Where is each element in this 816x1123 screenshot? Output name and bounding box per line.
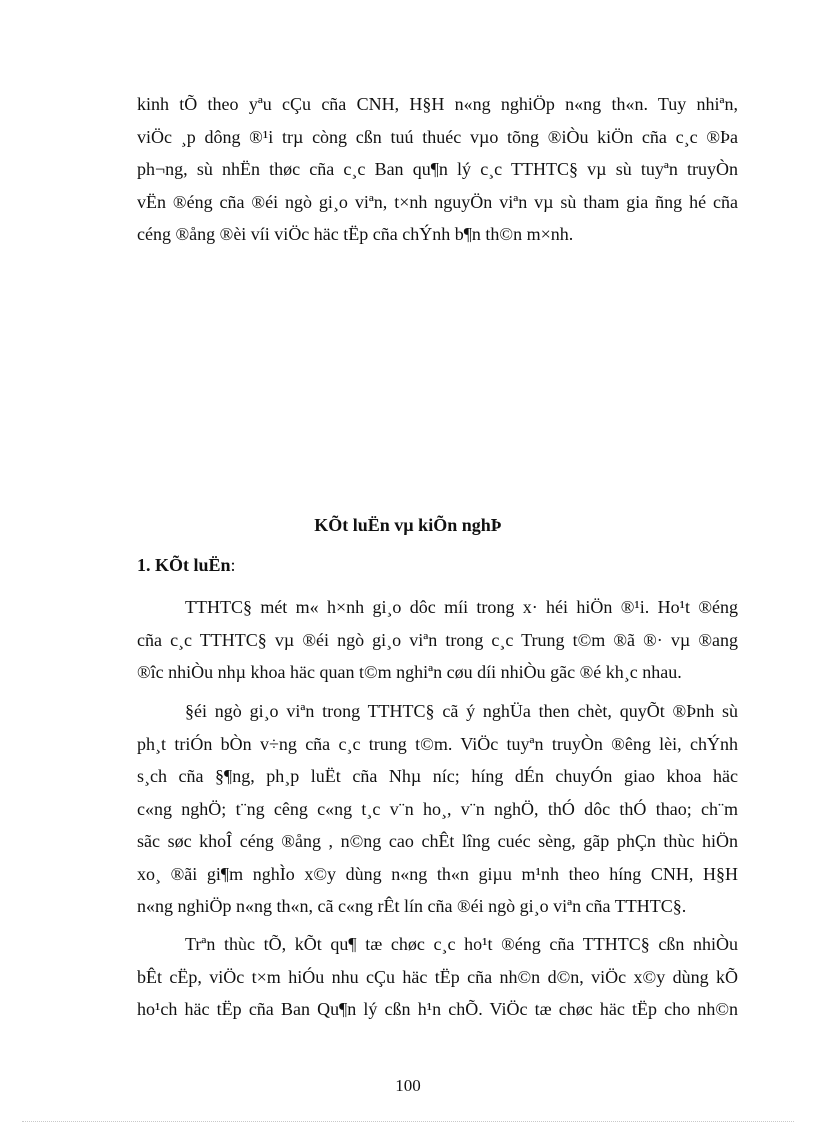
body-paragraph-2 [137, 695, 738, 923]
section-title: KÕt luËn vµ kiÕn nghÞ [314, 515, 502, 535]
text-line: vËn ®éng cña ®éi ngò gi¸o viªn, t×nh nguyÖn viªn vµ sù tham gia ñng hé cña [137, 191, 738, 212]
text-line: cña c¸c TTHTC§ vµ ®éi ngò gi¸o viªn trong c¸c Trung t©m ®ã ®· vµ ®ang [137, 629, 738, 650]
text-line: kinh tÕ theo yªu cÇu cña CNH, H§H n«ng nghiÖp n«ng th«n. Tuy nhiªn, [137, 94, 738, 114]
page-number: 100 [395, 1076, 421, 1095]
subheading-label: 1. KÕt luËn [137, 555, 231, 575]
text-line: sãc søc khoÎ céng ®ång , n©ng cao chÊt lîng cuéc sèng, gãp phÇn thùc hiÖn [137, 831, 738, 851]
text-line: ph¬ng, sù nhËn thøc cña c¸c Ban qu¶n lý c¸c TTHTC§ vµ sù tuyªn truyÒn [137, 159, 738, 179]
text-line: ph¸t triÓn bÒn v÷ng cña c¸c trung t©m. ViÖc tuyªn truyÒn ®êng lèi, chÝnh [137, 733, 738, 754]
text-line: §éi ngò gi¸o viªn trong TTHTC§ cã ý nghÜa then chèt, quyÕt ®Þnh sù [185, 701, 738, 721]
text-line: c«ng nghÖ; t¨ng cêng c«ng t¸c v¨n ho¸, v¨n nghÖ, thÓ dôc thÓ thao; ch¨m [137, 798, 738, 819]
text-line: ho¹ch häc tËp cña Ban Qu¶n lý cßn h¹n chÕ. ViÖc tæ chøc häc tËp cho nh©n [137, 999, 738, 1019]
text-line: n«ng nghiÖp n«ng th«n, cã c«ng rÊt lín cña ®éi ngò gi¸o viªn cña TTHTC§. [137, 896, 687, 916]
subheading-suffix: : [230, 555, 236, 575]
body-paragraph-1 [137, 591, 738, 689]
text-line: TTHTC§ mét m« h×nh gi¸o dôc míi trong x· héi hiÖn ®¹i. Ho¹t ®éng [185, 597, 738, 617]
page-bottom-divider [22, 1121, 794, 1122]
body-paragraph-3 [137, 928, 738, 1026]
text-line: xo¸ ®ãi gi¶m nghÌo x©y dùng n«ng th«n giµu m¹nh theo híng CNH, H§H [137, 863, 738, 884]
text-line: bÊt cËp, viÖc t×m hiÓu nhu cÇu häc tËp cña nh©n d©n, viÖc x©y dùng kÕ [137, 966, 738, 987]
intro-paragraph [137, 88, 738, 251]
subheading [137, 555, 236, 576]
text-line: viÖc ¸p dông ®¹i trµ còng cßn tuú thuéc vµo tõng ®iÒu kiÖn cña c¸c ®Þa [137, 126, 738, 147]
text-line: s¸ch cña §¶ng, ph¸p luËt cña Nhµ níc; híng dÉn chuyÓn giao khoa häc [137, 766, 738, 786]
text-line: ®îc nhiÒu nhµ khoa häc quan t©m nghiªn cøu díi nhiÒu gãc ®é kh¸c nhau. [137, 662, 682, 682]
text-line: céng ®ång ®èi víi viÖc häc tËp cña chÝnh b¶n th©n m×nh. [137, 224, 574, 244]
text-line: Trªn thùc tÕ, kÕt qu¶ tæ chøc c¸c ho¹t ®éng cña TTHTC§ cßn nhiÒu [185, 934, 738, 954]
